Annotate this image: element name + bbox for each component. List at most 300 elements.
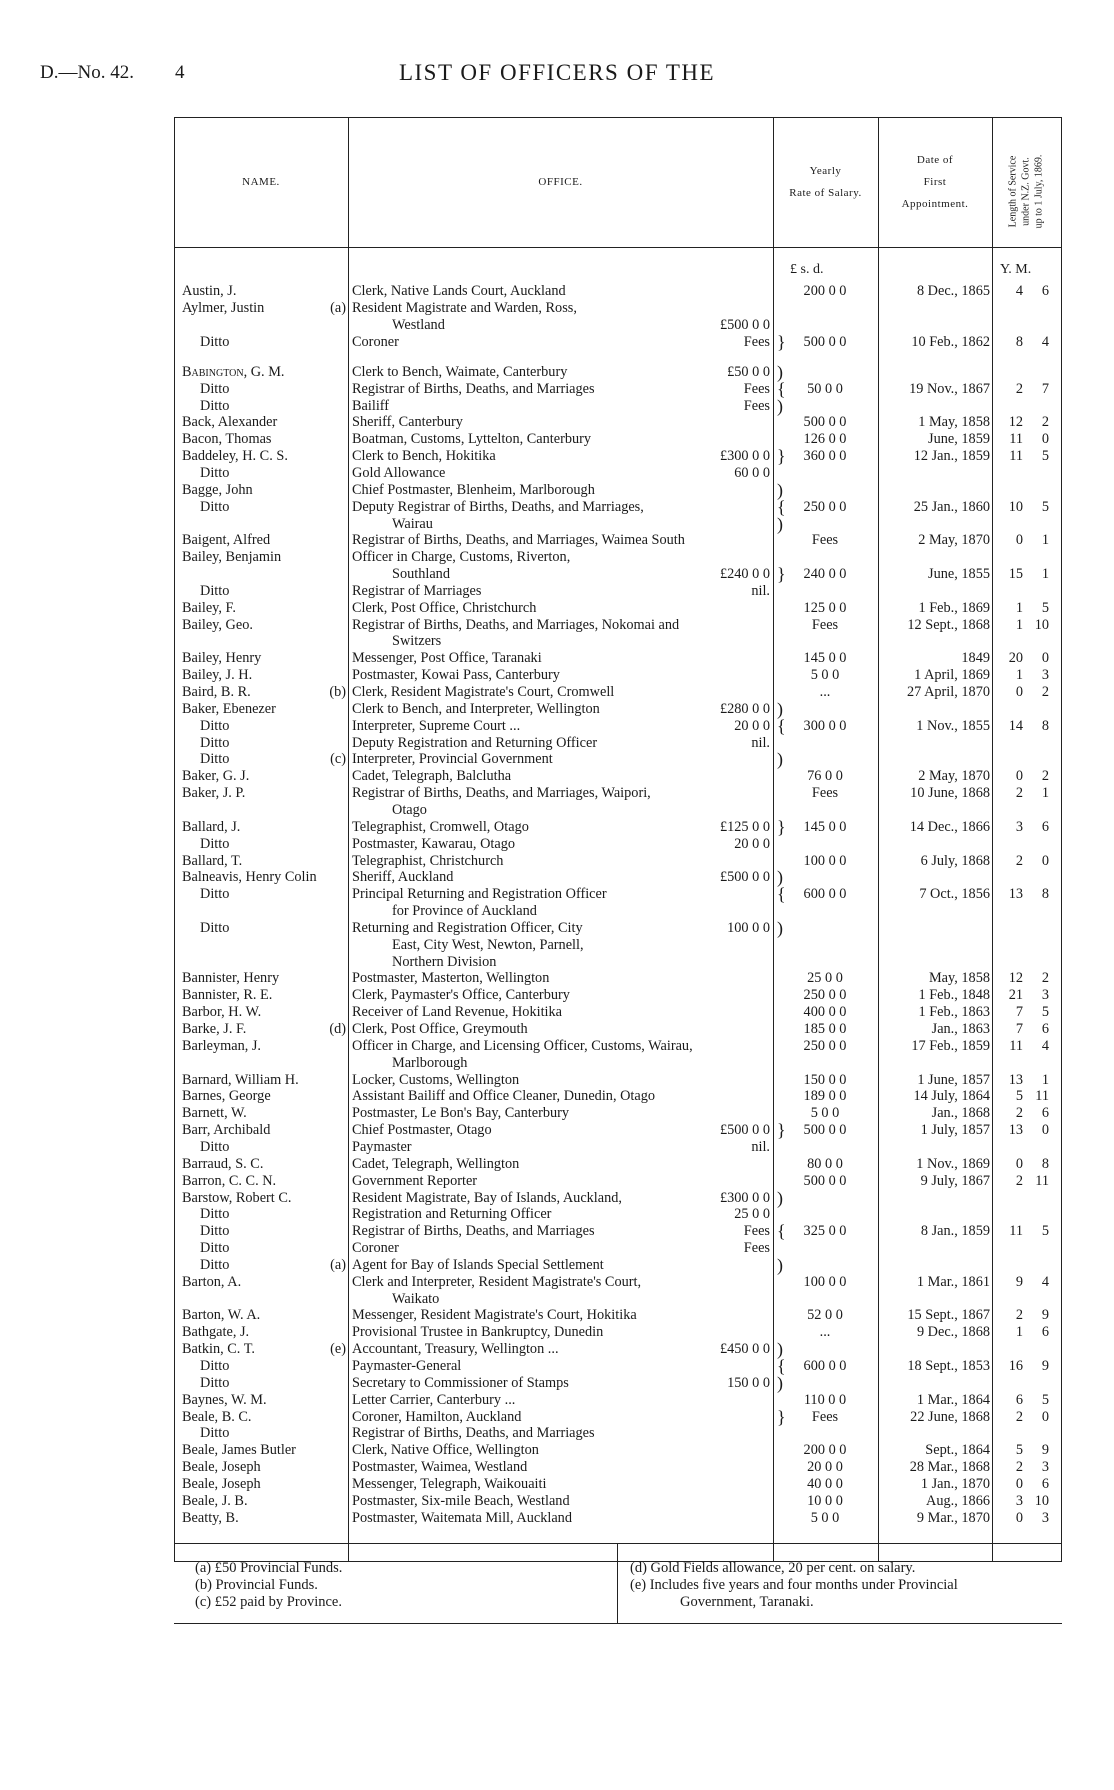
table-row [0,1372,1114,1393]
office-description: Messenger, Telegraph, Waikouaiti [352,1475,547,1492]
brace-mark: ) [777,1372,783,1393]
office-description: Postmaster, Kawarau, Otago [352,835,516,852]
office-amount: nil. [751,582,770,599]
office-description: Waikato [392,1290,440,1307]
office-amount: nil. [751,734,770,751]
service-months: 2 [1041,684,1049,701]
office-amount: Fees [743,397,770,414]
office-description: Registrar of Marriages [352,582,482,599]
office-description: Secretary to Commissioner of Stamps [352,1374,569,1391]
brace-mark: ) [777,1254,783,1275]
table-row [0,448,1114,465]
office-description: Telegraphist, Christchurch [352,852,504,869]
officer-name: Ditto [200,919,230,936]
table-row [0,549,1114,566]
officer-name: Ditto [200,333,230,350]
table-row [0,1476,1114,1493]
service-years: 11 [1009,448,1023,465]
appointment-date: 9 July, 1867 [920,1172,990,1189]
office-description: Chief Postmaster, Otago [352,1122,492,1139]
service-length [997,1409,1053,1426]
column-header-name: NAME. [242,176,280,188]
office-description: Coroner, Hamilton, Auckland [352,1408,522,1425]
office-description: Postmaster, Waitemata Mill, Auckland [352,1509,572,1526]
yearly-salary: 240 0 0 [803,566,847,583]
office-description: Chief Postmaster, Blenheim, Marlborough [352,481,595,498]
appointment-date: 6 July, 1868 [920,852,990,869]
office-amount: £450 0 0 [719,1341,770,1358]
appointment-date: 9 Dec., 1868 [916,1324,990,1341]
yearly-salary: 250 0 0 [803,987,847,1004]
service-length [997,684,1053,701]
officer-name: Barbor, H. W. [182,1004,262,1021]
office-description: Cadet, Telegraph, Balclutha [352,768,512,785]
office-description: Clerk, Resident Magistrate's Court, Cromwell [352,684,615,701]
service-length [997,667,1053,684]
service-months: 10 [1034,616,1049,633]
table-row [0,431,1114,448]
office-amount: 20 0 0 [734,717,770,734]
service-months: 6 [1041,1324,1049,1341]
brace-mark: ) [777,361,783,382]
service-length [997,600,1053,617]
service-years: 0 [1015,1509,1023,1526]
salary-units: £ s. d. [790,262,824,277]
appointment-date: 2 May, 1870 [918,532,990,549]
officer-name: Ditto [200,1223,230,1240]
officer-name: Barton, A. [182,1273,242,1290]
service-length [997,1442,1053,1459]
yearly-salary: 20 0 0 [807,1459,843,1476]
appointment-date: 25 Jan., 1860 [913,498,990,515]
yearly-salary: 5 0 0 [810,667,840,684]
office-description: for Province of Auckland [392,903,537,920]
office-description: Registrar of Births, Deaths, and Marriages, Nokomai and [352,616,680,633]
table-row [0,1240,1114,1257]
yearly-salary: 50 0 0 [807,380,843,397]
office-description: Agent for Bay of Islands Special Settlement [352,1256,604,1273]
service-years: 12 [1008,414,1023,431]
table-row [0,1254,1114,1275]
office-description: Deputy Registration and Returning Officer [352,734,598,751]
yearly-salary: 500 0 0 [803,1122,847,1139]
officer-name: Beale, J. B. [182,1492,248,1509]
office-description: Officer in Charge, and Licensing Officer, Customs, Wairau, [352,1037,693,1054]
service-length [997,1156,1053,1173]
appointment-date: 8 Dec., 1865 [916,283,990,299]
footnote: (b) Provincial Funds. [195,1577,318,1593]
office-description: Boatman, Customs, Lyttelton, Canterbury [352,431,592,448]
office-description: Government Reporter [352,1172,478,1189]
appointment-date: June, 1859 [928,431,990,448]
table-row [0,513,1114,534]
service-years: 1 [1015,616,1023,633]
office-description: Clerk and Interpreter, Resident Magistrate's Court, [352,1273,642,1290]
service-length [997,1358,1053,1375]
office-description: Bailiff [352,397,390,414]
officer-name: Ditto [200,1256,230,1273]
appointment-date: 1 Mar., 1861 [916,1273,990,1290]
table-row [0,836,1114,853]
table-row [0,802,1114,819]
office-description: Postmaster, Kowai Pass, Canterbury [352,667,560,684]
table-row [0,283,1114,300]
table-row [0,1105,1114,1122]
office-amount: 100 0 0 [727,919,770,936]
service-years: 11 [1009,1223,1023,1240]
office-amount: 60 0 0 [734,464,770,481]
table-row [0,361,1114,382]
footnote-marker: (b) [329,684,346,701]
table-row [0,465,1114,482]
appointment-date: 17 Feb., 1859 [911,1037,990,1054]
table-row [0,1358,1114,1375]
service-length [997,1173,1053,1190]
service-months: 5 [1041,1004,1049,1021]
table-row [0,751,1114,768]
table-row [0,1510,1114,1527]
brace-mark: } [777,1120,786,1141]
appointment-date: 22 June, 1868 [910,1408,990,1425]
yearly-salary: ... [819,1324,831,1341]
table-row [0,1139,1114,1156]
table-row [0,886,1114,903]
table-row [0,1324,1114,1341]
footnote-marker: (c) [330,751,346,768]
yearly-salary: 145 0 0 [803,650,847,667]
yearly-salary: 125 0 0 [803,599,847,616]
appointment-date: 19 Nov., 1867 [909,380,990,397]
officer-name: Balneavis, Henry Colin [182,869,317,886]
yearly-salary: 200 0 0 [803,283,847,299]
office-description: Coroner [352,333,399,350]
brace-mark: ) [777,1187,783,1208]
appointment-date: June, 1855 [928,566,990,583]
service-months: 1 [1041,785,1049,802]
table-row [0,937,1114,954]
table-row [0,1021,1114,1038]
table-row [0,1038,1114,1055]
service-months: 9 [1041,1358,1049,1375]
service-months: 10 [1034,1492,1049,1509]
appointment-date: Jan., 1868 [931,1105,990,1122]
yearly-salary: 100 0 0 [803,852,847,869]
table-row [0,1442,1114,1459]
service-length [997,718,1053,735]
service-length [997,785,1053,802]
office-description: Cadet, Telegraph, Wellington [352,1155,520,1172]
office-amount: £300 0 0 [719,448,770,465]
service-months: 5 [1041,599,1049,616]
officer-name: Batkin, C. T. [182,1341,255,1358]
brace-mark: { [777,715,786,736]
service-months: 0 [1041,1408,1049,1425]
brace-mark: { [777,884,786,905]
appointment-date: 9 Mar., 1870 [916,1509,990,1526]
brace-mark: ) [777,479,783,500]
yearly-salary: 40 0 0 [807,1475,843,1492]
office-description: Registrar of Births, Deaths, and Marriages [352,1223,595,1240]
service-months: 0 [1041,431,1049,448]
service-years: 11 [1009,431,1023,448]
appointment-date: 2 May, 1870 [918,768,990,785]
brace-mark: { [777,378,786,399]
office-description: Receiver of Land Revenue, Hokitika [352,1004,563,1021]
yearly-salary: Fees [811,616,839,633]
appointment-date: 1 April, 1869 [914,667,990,684]
footnote: (d) Gold Fields allowance, 20 per cent. on salary. [630,1560,916,1576]
service-months: 6 [1041,818,1049,835]
office-description: Deputy Registrar of Births, Deaths, and Marriages, [352,498,644,515]
table-row [0,987,1114,1004]
service-months: 6 [1041,1021,1049,1038]
brace-mark: ) [777,1339,783,1360]
officer-name: Ballard, J. [182,818,241,835]
service-years: 13 [1008,1122,1023,1139]
column-header-length-text: Length of Service under N.Z. Govt. up to 1 July, 1869. [1007,154,1045,229]
table-row [0,715,1114,736]
yearly-salary: 400 0 0 [803,1004,847,1021]
yearly-salary: 325 0 0 [803,1223,847,1240]
service-months: 6 [1041,1475,1049,1492]
service-years: 2 [1015,1172,1023,1189]
service-length [997,886,1053,903]
office-description: Clerk, Post Office, Christchurch [352,599,537,616]
officer-name: Ditto [200,582,230,599]
table-row [0,667,1114,684]
officer-name: Baker, Ebenezer [182,700,276,717]
service-months: 3 [1041,987,1049,1004]
service-months: 8 [1041,1155,1049,1172]
service-years: 1 [1015,1324,1023,1341]
service-months: 4 [1041,1037,1049,1054]
service-years: 0 [1015,1475,1023,1492]
service-years: 8 [1015,333,1023,350]
officer-name: Ditto [200,886,230,903]
service-length [997,499,1053,516]
table-row [0,600,1114,617]
service-length [997,1392,1053,1409]
officer-name: Bagge, John [182,481,253,498]
yearly-salary: 100 0 0 [803,1273,847,1290]
table-row [0,785,1114,802]
officer-name: Barr, Archibald [182,1122,271,1139]
office-amount: nil. [751,1138,770,1155]
office-description: Clerk, Paymaster's Office, Canterbury [352,987,570,1004]
office-description: Accountant, Treasury, Wellington ... [352,1341,559,1358]
service-months: 0 [1041,650,1049,667]
table-row [0,566,1114,583]
appointment-date: 1849 [961,650,990,667]
officer-name: Ballard, T. [182,852,243,869]
officer-name: Baker, G. J. [182,768,250,785]
service-years: 2 [1015,1459,1023,1476]
office-description: Paymaster [352,1138,412,1155]
brace-mark: { [777,496,786,517]
office-description: Interpreter, Provincial Government [352,751,553,768]
officer-name: Bailey, J. H. [182,667,253,684]
office-description: Wairau [392,515,433,532]
service-years: 2 [1015,380,1023,397]
officer-name: Barnett, W. [182,1105,247,1122]
officer-name: Beale, Joseph [182,1459,261,1476]
office-description: Resident Magistrate and Warden, Ross, [352,299,577,316]
officer-name: Beatty, B. [182,1509,239,1526]
appointment-date: 1 May, 1858 [918,414,990,431]
officer-name: Baird, B. R. [182,684,251,701]
officer-name: Ditto [200,498,230,515]
service-length [997,283,1053,300]
officer-name: Bailey, Henry [182,650,262,667]
service-years: 6 [1015,1391,1023,1408]
office-description: Northern Division [392,953,497,970]
officer-name: Barraud, S. C. [182,1155,264,1172]
brace-mark: } [777,564,786,585]
service-months: 11 [1035,1088,1049,1105]
appointment-date: 1 Feb., 1848 [918,987,990,1004]
yearly-salary: 500 0 0 [803,1172,847,1189]
office-description: Clerk, Post Office, Greymouth [352,1021,528,1038]
service-length [997,1274,1053,1291]
service-months: 4 [1041,333,1049,350]
service-years: 20 [1008,650,1023,667]
service-months: 1 [1041,532,1049,549]
yearly-salary: 126 0 0 [803,431,847,448]
service-months: 6 [1041,283,1049,299]
service-years: 14 [1008,717,1023,734]
office-amount: £280 0 0 [719,700,770,717]
table-row [0,869,1114,886]
service-years: 3 [1015,1492,1023,1509]
table-row [0,1392,1114,1409]
appointment-date: 14 July, 1864 [913,1088,990,1105]
yearly-salary: 200 0 0 [803,1442,847,1459]
brace-mark: } [777,816,786,837]
table-row [0,735,1114,752]
table-row [0,633,1114,650]
service-months: 6 [1041,1105,1049,1122]
appointment-date: 1 Nov., 1855 [916,717,990,734]
office-description: Clerk, Native Office, Wellington [352,1442,539,1459]
appointment-date: 1 Jan., 1870 [920,1475,990,1492]
table-row [0,853,1114,870]
office-description: Otago [392,801,427,818]
table-row [0,1274,1114,1291]
office-description: Clerk to Bench, Hokitika [352,448,496,465]
brace-mark: } [777,446,786,467]
table-row [0,395,1114,416]
officer-name: Barke, J. F. [182,1021,247,1038]
service-years: 13 [1008,1071,1023,1088]
officer-name: Ditto [200,734,230,751]
appointment-date: 12 Jan., 1859 [913,448,990,465]
officer-name: Ditto [200,1240,230,1257]
table-row [0,583,1114,600]
service-length [997,1021,1053,1038]
officer-name: Baker, J. P. [182,785,246,802]
table-row [0,698,1114,719]
office-amount: Fees [743,333,770,350]
appointment-date: 7 Oct., 1856 [919,886,990,903]
service-months: 5 [1041,1391,1049,1408]
footnote: Government, Taranaki. [680,1594,814,1610]
bottom-rule [174,1623,1062,1624]
service-years: 2 [1015,1408,1023,1425]
table-row [0,617,1114,634]
officer-name: Barnes, George [182,1088,271,1105]
service-years: 9 [1015,1273,1023,1290]
footnote-marker: (a) [330,1256,346,1273]
service-years: 12 [1008,970,1023,987]
table-row [0,496,1114,517]
service-length [997,970,1053,987]
service-length [997,1510,1053,1527]
footnote-marker: (a) [330,299,346,316]
officer-name: Barton, W. A. [182,1307,261,1324]
service-length [997,768,1053,785]
office-description: Messenger, Post Office, Taranaki [352,650,542,667]
service-years: 4 [1015,283,1023,299]
brace-mark: } [777,331,786,352]
yearly-salary: 185 0 0 [803,1021,847,1038]
officer-name: Ditto [200,1425,230,1442]
table-row [0,1055,1114,1072]
yearly-salary: 360 0 0 [803,448,847,465]
office-description: Provisional Trustee in Bankruptcy, Dunedin [352,1324,604,1341]
officer-name: Barstow, Robert C. [182,1189,292,1206]
office-description: Letter Carrier, Canterbury ... [352,1391,516,1408]
service-months: 8 [1041,886,1049,903]
footnotes-left [195,1560,342,1611]
service-months: 2 [1041,768,1049,785]
service-months: 5 [1041,1223,1049,1240]
appointment-date: 12 Sept., 1868 [907,616,990,633]
service-length [997,1105,1053,1122]
appointment-date: 15 Sept., 1867 [907,1307,990,1324]
footnote: (c) £52 paid by Province. [195,1594,342,1610]
office-amount: £500 0 0 [719,1122,770,1139]
brace-mark: } [777,1406,786,1427]
appointment-date: Aug., 1866 [926,1492,990,1509]
service-years: 2 [1015,1105,1023,1122]
office-description: Gold Allowance [352,464,446,481]
footnote: (a) £50 Provincial Funds. [195,1560,343,1576]
table-row [0,1291,1114,1308]
office-amount: £500 0 0 [719,869,770,886]
service-length [997,1493,1053,1510]
officer-name: Baynes, W. M. [182,1391,267,1408]
service-months: 1 [1041,1071,1049,1088]
officer-name: Ditto [200,1374,230,1391]
footnote-marker: (e) [330,1341,346,1358]
appointment-date: 10 Feb., 1862 [911,333,990,350]
page-title: LIST OF OFFICERS OF THE [398,60,716,85]
office-amount: £240 0 0 [719,566,770,583]
officer-name: Ditto [200,1206,230,1223]
length-units: Y. M. [1000,262,1032,277]
yearly-salary: 25 0 0 [807,970,843,987]
table-row [0,1307,1114,1324]
officer-name: Back, Alexander [182,414,278,431]
service-years: 16 [1008,1358,1023,1375]
table-row [0,768,1114,785]
yearly-salary: 52 0 0 [807,1307,843,1324]
appointment-date: 27 April, 1870 [906,684,990,701]
table-row [0,378,1114,399]
office-amount: 20 0 0 [734,835,770,852]
brace-mark: { [777,1221,786,1242]
service-length [997,819,1053,836]
